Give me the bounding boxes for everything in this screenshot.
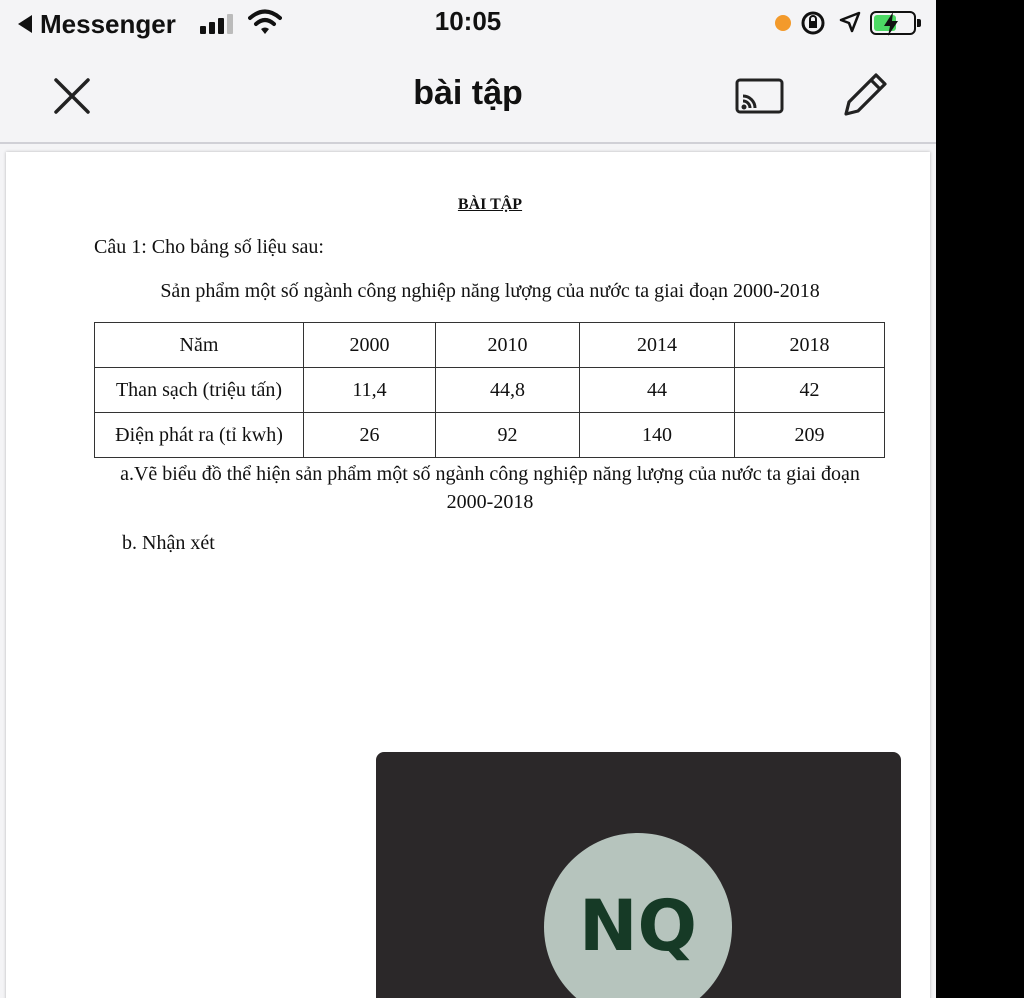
- part-b-text: b. Nhận xét: [122, 532, 215, 554]
- back-app-label: Messenger: [40, 8, 176, 39]
- table-cell: 26: [304, 413, 436, 458]
- battery-icon: [870, 11, 916, 35]
- data-table: [94, 322, 885, 458]
- table-caption: Sản phẩm một số ngành công nghiệp năng lượng của nước ta giai đoạn 2000-2018: [160, 280, 820, 302]
- table-cell: 11,4: [304, 368, 436, 413]
- table-cell: 209: [735, 413, 885, 458]
- table-cell: Than sạch (triệu tấn): [95, 368, 304, 413]
- table-cell: 44: [580, 368, 735, 413]
- pencil-icon: [838, 68, 892, 122]
- table-cell: 2018: [735, 323, 885, 368]
- status-time: 10:05: [434, 6, 502, 36]
- table-header-row: [95, 323, 885, 368]
- avatar: [544, 833, 732, 998]
- table-cell: Năm: [95, 323, 304, 368]
- part-a-text: a.Vẽ biểu đồ thể hiện sản phẩm một số ngành công nghiệp năng lượng của nước ta giai đoạn 2000-2018: [120, 463, 860, 513]
- rotation-lock-icon: [800, 10, 826, 36]
- navigation-bar: [0, 48, 936, 144]
- table-cell: Điện phát ra (tỉ kwh): [95, 413, 304, 458]
- table-cell: 2014: [580, 323, 735, 368]
- recording-dot-icon: [775, 15, 791, 31]
- page-title: bài tập: [413, 74, 523, 112]
- table-row: [95, 368, 885, 413]
- screen-edge: [936, 0, 1024, 998]
- edit-button[interactable]: [838, 68, 892, 122]
- status-bar: [0, 0, 936, 48]
- video-call-tile[interactable]: [376, 752, 901, 998]
- table-cell: 44,8: [436, 368, 580, 413]
- table-cell: 42: [735, 368, 885, 413]
- table-cell: 92: [436, 413, 580, 458]
- avatar-initials: NQ: [578, 885, 698, 967]
- table-cell: 2010: [436, 323, 580, 368]
- question-text: Câu 1: Cho bảng số liệu sau:: [94, 236, 324, 258]
- charging-bolt-icon: [881, 11, 901, 37]
- cast-icon: [732, 72, 788, 120]
- table-cell: 2000: [304, 323, 436, 368]
- cast-button[interactable]: [732, 72, 788, 120]
- table-row: [95, 413, 885, 458]
- document-heading: BÀI TẬP: [457, 196, 523, 213]
- location-arrow-icon: [838, 10, 862, 34]
- table-cell: 140: [580, 413, 735, 458]
